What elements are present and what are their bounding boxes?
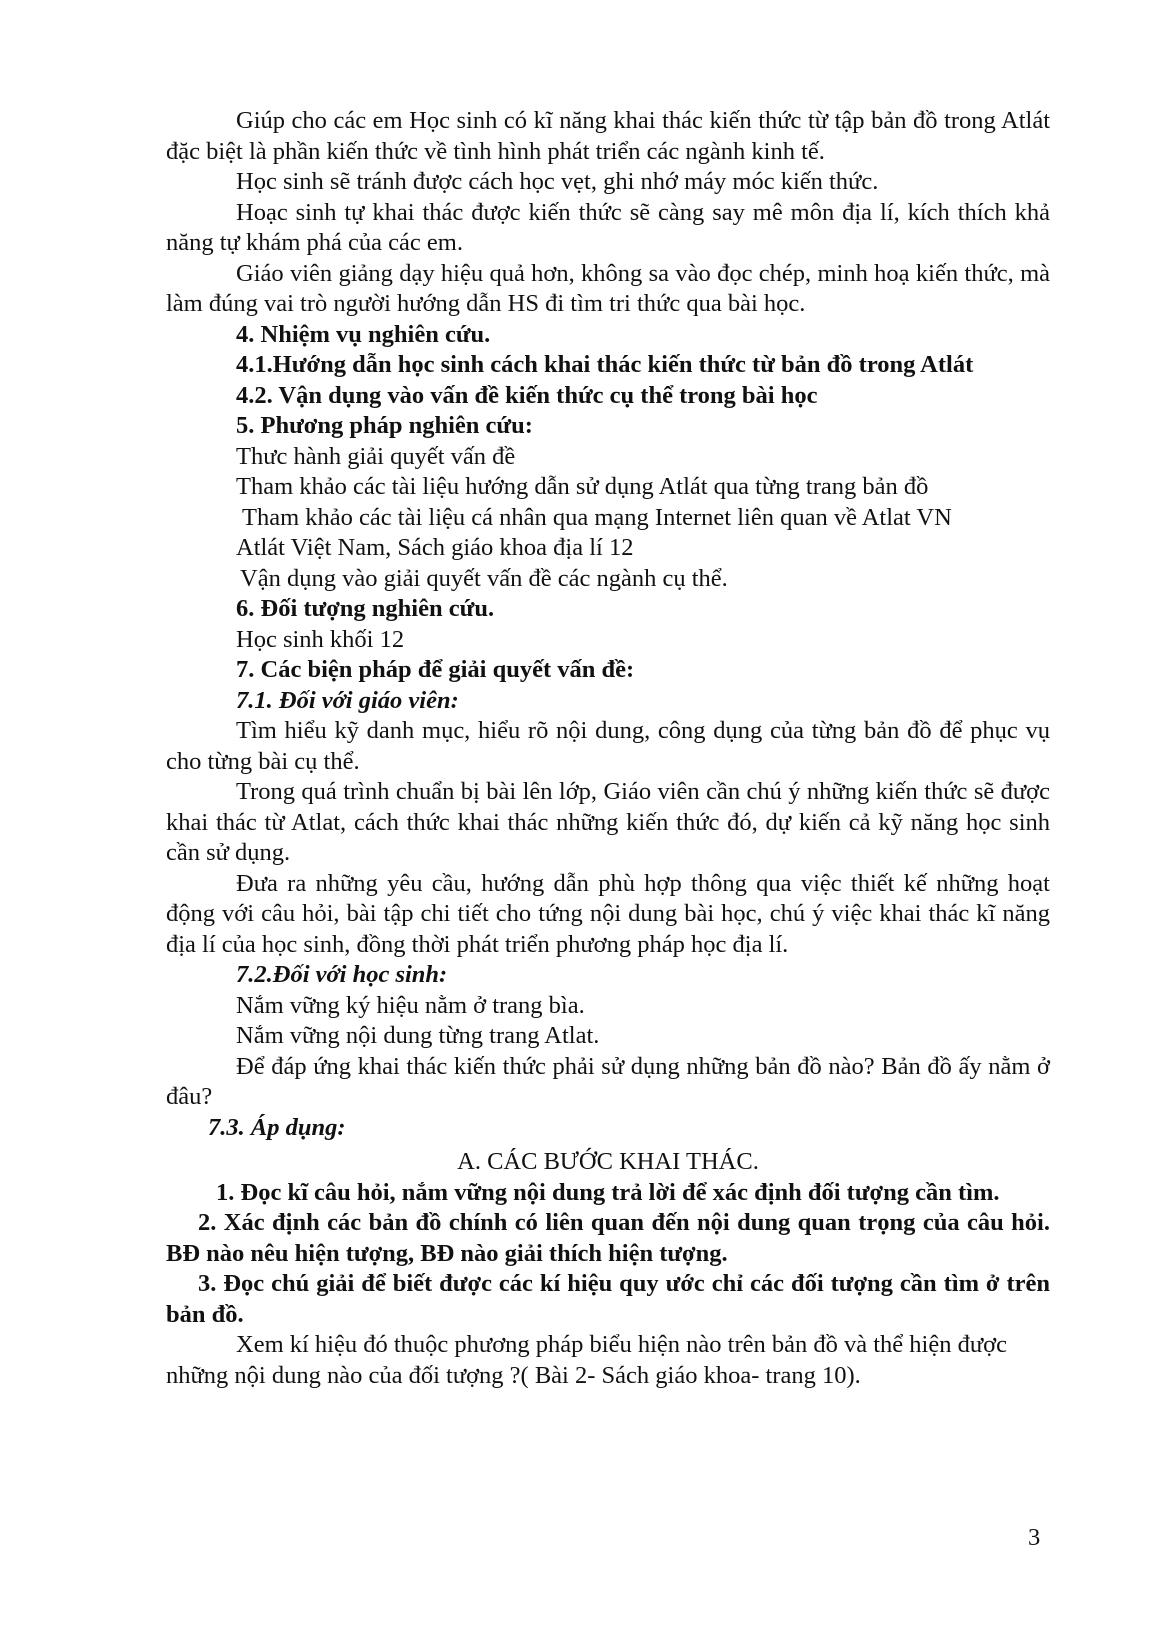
- heading-application: 7.3. Áp dụng:: [208, 1113, 346, 1141]
- paragraph-teacher-effectiveness: Giáo viên giảng dạy hiệu quả hơn, không sa vào đọc chép, minh hoạ kiến thức, mà làm đúng vai trò người hướng dẫn HS đi tìm tri thức qua bài học.: [166, 259, 1050, 317]
- paragraph-student-passion: Hoạc sinh tự khai thác được kiến thức sẽ càng say mê môn địa lí, kích thích khả năng tự khám phá của các em.: [166, 198, 1050, 256]
- heading-task-4-1: 4.1.Hướng dẫn học sinh cách khai thác kiến thức từ bản đồ trong Atlát: [236, 351, 974, 378]
- subject-item-grade-12: Học sinh khối 12: [236, 625, 405, 653]
- heading-for-teachers: 7.1. Đối với giáo viên:: [236, 686, 459, 714]
- paragraph-symbol-method: Xem kí hiệu đó thuộc phương pháp biểu hiện nào trên bản đồ và thể hiện được: [236, 1331, 1007, 1358]
- method-item-internet-docs: Tham khảo các tài liệu cá nhân qua mạng Internet liên quan về Atlat VN: [242, 503, 952, 531]
- method-item-practice: Thưc hành giải quyết vấn đề: [236, 442, 516, 470]
- paragraph-teacher-catalog: Tìm hiểu kỹ danh mục, hiểu rõ nội dung, công dụng của từng bản đồ để phục vụ cho từng bài cụ thể.: [166, 717, 1050, 775]
- heading-research-methods: 5. Phương pháp nghiên cứu:: [236, 412, 533, 439]
- method-item-atlas-guides: Tham khảo các tài liệu hướng dẫn sử dụng Atlát qua từng trang bản đồ: [236, 473, 929, 500]
- page-body: [166, 106, 1050, 1391]
- paragraph-teacher-requirements: Đưa ra những yêu cầu, hướng dẫn phù hợp thông qua việc thiết kế những hoạt động với câu hỏi, bài tập chi tiết cho tứng nội dung bài học, chú ý việc khai thác kĩ năng địa lí của học sinh, đồng thời phát triển phương pháp học địa lí.: [166, 869, 1050, 958]
- step-2-identify-maps: 2. Xác định các bản đồ chính có liên quan đến nội dung quan trọng của câu hỏi. BĐ nào nêu hiện tượng, BĐ nào giải thích hiện tượng.: [166, 1209, 1050, 1267]
- heading-for-students: 7.2.Đối với học sinh:: [236, 961, 448, 988]
- heading-solutions: 7. Các biện pháp để giải quyết vấn đề:: [236, 656, 635, 683]
- paragraph-purpose-skills: Giúp cho các em Học sinh có kĩ năng khai thác kiến thức từ tập bản đồ trong Atlát đặc biệt là phần kiến thức về tình hình phát triển các ngành kinh tế.: [166, 107, 1050, 165]
- heading-research-subjects: 6. Đối tượng nghiên cứu.: [236, 595, 495, 622]
- step-3-read-legend: 3. Đọc chú giải để biết được các kí hiệu quy ước chỉ các đối tượng cần tìm ở trên bản đồ.: [166, 1270, 1050, 1328]
- heading-task-4-2: 4.2. Vận dụng vào vấn đề kiến thức cụ thể trong bài học: [236, 381, 818, 409]
- heading-research-tasks: 4. Nhiệm vụ nghiên cứu.: [236, 320, 491, 348]
- method-item-apply: Vận dụng vào giải quyết vấn đề các ngành cụ thể.: [240, 564, 728, 592]
- paragraph-symbol-content-reference: những nội dung nào của đối tượng ?( Bài 2- Sách giáo khoa- trang 10).: [166, 1361, 861, 1389]
- method-item-atlas-textbook: Atlát Việt Nam, Sách giáo khoa địa lí 12: [236, 534, 634, 561]
- paragraph-student-which-maps: Để đáp ứng khai thác kiến thức phải sử dụng những bản đồ nào? Bản đồ ấy nằm ở đâu?: [166, 1052, 1050, 1110]
- paragraph-student-legend: Nắm vững ký hiệu nằm ở trang bìa.: [236, 991, 585, 1019]
- section-title-exploitation-steps: A. CÁC BƯỚC KHAI THÁC.: [457, 1148, 759, 1175]
- page-number: 3: [1028, 1524, 1041, 1551]
- step-1-read-question: 1. Đọc kĩ câu hỏi, nắm vững nội dung trả lời để xác định đối tượng cần tìm.: [216, 1178, 1000, 1206]
- paragraph-student-atlas-content: Nắm vững nội dung từng trang Atlat.: [236, 1022, 600, 1049]
- paragraph-teacher-preparation: Trong quá trình chuẩn bị bài lên lớp, Giáo viên cần chú ý những kiến thức sẽ được khai thác từ Atlat, cách thức khai thác những kiến thức đó, dự kiến cả kỹ năng học sinh cần sử dụng.: [166, 778, 1050, 866]
- paragraph-avoid-rote-learning: Học sinh sẽ tránh được cách học vẹt, ghi nhớ máy móc kiến thức.: [236, 168, 879, 195]
